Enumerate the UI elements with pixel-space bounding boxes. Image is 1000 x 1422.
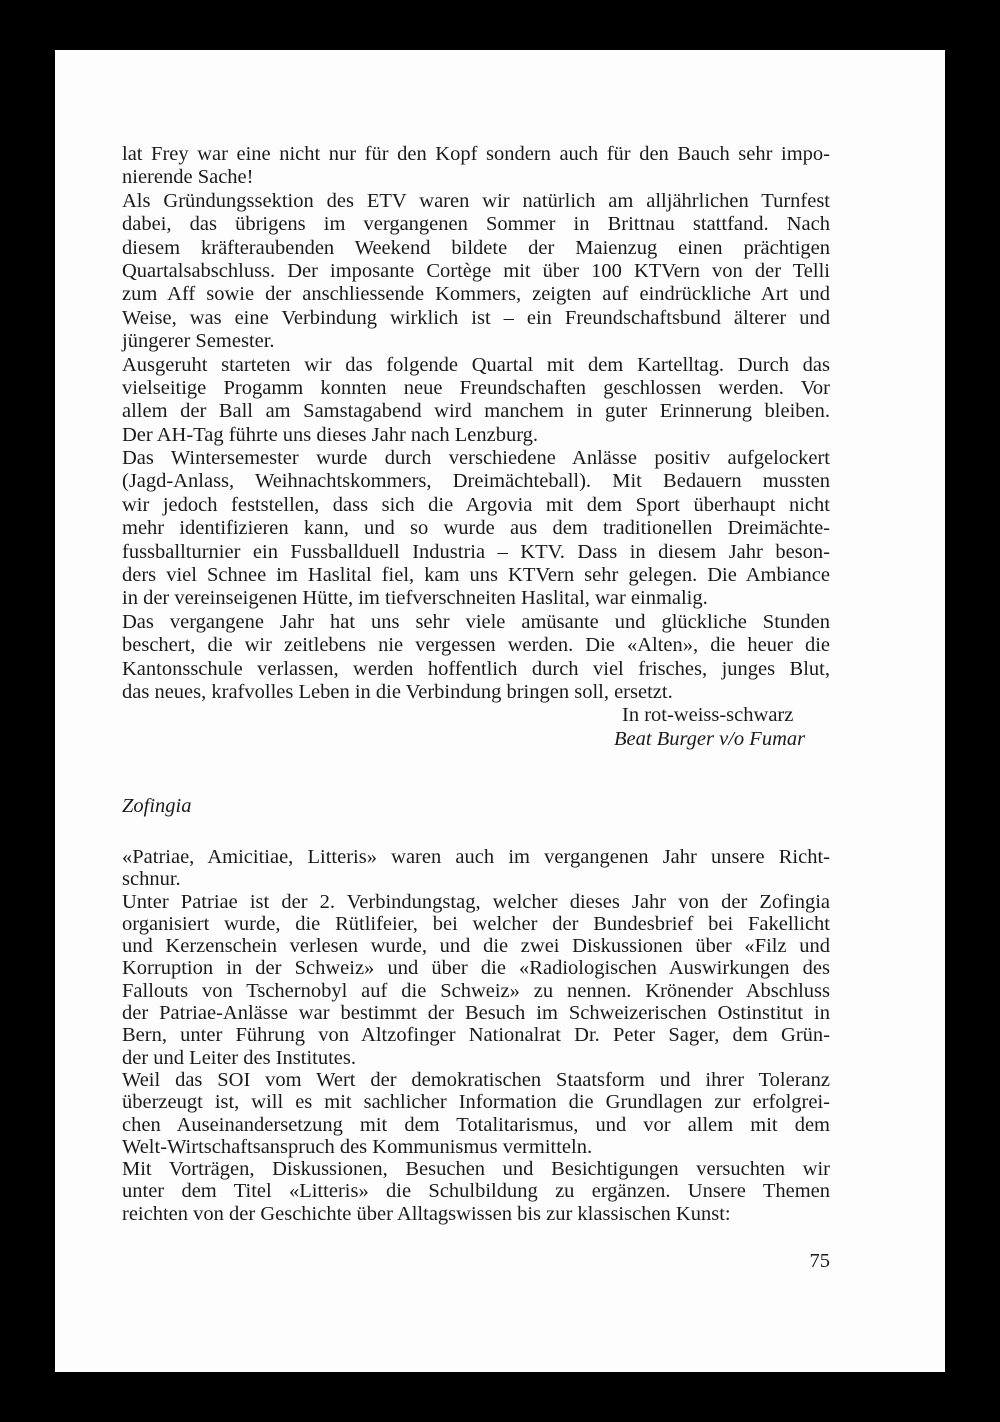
section-zofingia-report (122, 846, 830, 1225)
text-line: wir jedoch feststellen, dass sich die Argovia mit dem Sport überhaupt nicht (122, 493, 830, 516)
text-line: jüngerer Semester. (122, 330, 275, 353)
text-line: und Kerzenschein verlesen wurde, und die zwei Diskussionen über «Filz und (122, 935, 830, 958)
text-line: vielseitige Progamm konnten neue Freundschaften geschlossen werden. Vor (122, 376, 830, 399)
text-line: Korruption in der Schweiz» und über die «Radiologischen Auswirkungen des (122, 957, 830, 980)
text-line: allem der Ball am Samstagabend wird manchem in guter Erinnerung bleiben. (122, 400, 830, 423)
text-line: beschert, die wir zeitlebens nie vergessen werden. Die «Alten», die heuer die (122, 634, 830, 657)
text-line: der Patriae-Anlässe war bestimmt der Besuch im Schweizerischen Ostinstitut in (122, 1002, 830, 1025)
text-line: Weil das SOI vom Wert der demokratischen Staatsform und ihrer Toleranz (122, 1068, 830, 1091)
text-line: (Jagd-Anlass, Weihnachtskommers, Dreimächteball). Mit Bedauern mussten (122, 470, 830, 493)
text-line: lat Frey war eine nicht nur für den Kopf sondern auch für den Bauch sehr impo- (122, 143, 830, 165)
text-line: schnur. (122, 868, 181, 891)
text-line: Unter Patriae ist der 2. Verbindungstag, welcher dieses Jahr von der Zofingia (122, 890, 830, 913)
text-line: fussballturnier ein Fussballduell Industria – KTV. Dass in diesem Jahr beson- (122, 540, 830, 563)
section-ktv-report (122, 143, 830, 751)
author-signature: Beat Burger v/o Fumar (614, 727, 806, 750)
text-line: diesem kräfteraubenden Weekend bildete der Maienzug einen prächtigen (122, 236, 830, 259)
text-line: Kantonsschule verlassen, werden hoffentlich durch viel frisches, junges Blut, (122, 657, 830, 680)
closing-line: In rot-weiss-schwarz (622, 704, 794, 727)
text-line: Weise, was eine Verbindung wirklich ist – ein Freundschaftsbund älterer und (122, 306, 830, 329)
text-line: mehr identifizieren kann, und so wurde aus dem traditionellen Dreimächte- (122, 517, 830, 540)
text-line: Quartalsabschluss. Der imposante Cortège mit über 100 KTVern von der Telli (122, 259, 830, 282)
text-line: in der vereinseigenen Hütte, im tiefverschneiten Haslital, war einmalig. (122, 587, 708, 610)
text-line: das neues, krafvolles Leben in die Verbindung bringen soll, ersetzt. (122, 680, 673, 703)
text-line: Der AH-Tag führte uns dieses Jahr nach Lenzburg. (122, 423, 539, 446)
text-line: chen Auseinandersetzung mit dem Totalitarismus, und vor allem mit dem (122, 1113, 830, 1136)
text-line: Mit Vorträgen, Diskussionen, Besuchen und Besichtigungen versuchten wir (122, 1158, 830, 1181)
text-line: «Patriae, Amicitiae, Litteris» waren auch im vergangenen Jahr unsere Richt- (122, 846, 830, 868)
text-line: zum Aff sowie der anschliessende Kommers, zeigten auf eindrückliche Art und (122, 283, 830, 306)
text-line: Bern, unter Führung von Altzofinger Nationalrat Dr. Peter Sager, dem Grün- (122, 1024, 830, 1047)
text-line: Als Gründungssektion des ETV waren wir natürlich am alljährlichen Turnfest (122, 189, 830, 212)
text-line: überzeugt ist, will es mit sachlicher Information die Grundlagen zur erfolgrei- (122, 1091, 830, 1114)
text-line: der und Leiter des Institutes. (122, 1046, 356, 1069)
text-line: Das vergangene Jahr hat uns sehr viele amüsante und glückliche Stunden (122, 610, 830, 633)
text-line: ders viel Schnee im Haslital fiel, kam uns KTVern sehr gelegen. Die Ambiance (122, 564, 830, 587)
text-line: Welt-Wirtschaftsanspruch des Kommunismus vermitteln. (122, 1135, 593, 1158)
page-number: 75 (809, 1250, 830, 1272)
text-line: dabei, das übrigens im vergangenen Sommer in Brittnau stattfand. Nach (122, 213, 830, 236)
text-line: Ausgeruht starteten wir das folgende Quartal mit dem Kartelltag. Durch das (122, 353, 830, 376)
text-line: organisiert wurde, die Rütlifeier, bei welcher der Bundesbrief bei Fakellicht (122, 912, 830, 935)
text-line: Fallouts von Tschernobyl auf die Schweiz» zu nennen. Krönender Abschluss (122, 979, 830, 1002)
text-line: nierende Sache! (122, 166, 254, 189)
text-line: reichten von der Geschichte über Alltagswissen bis zur klassischen Kunst: (122, 1202, 731, 1225)
text-line: unter dem Titel «Litteris» die Schulbildung zu ergänzen. Unsere Themen (122, 1180, 830, 1203)
section-heading-zofingia: Zofingia (122, 795, 192, 817)
text-line: Das Wintersemester wurde durch verschiedene Anlässe positiv aufgelockert (122, 447, 830, 470)
